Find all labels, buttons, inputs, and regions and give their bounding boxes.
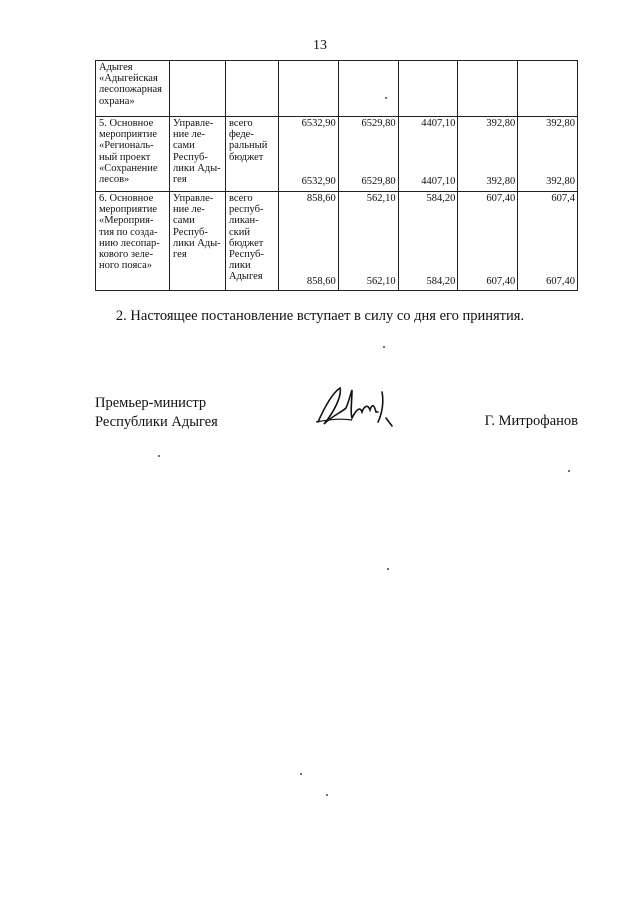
cell-line: лики bbox=[229, 260, 251, 272]
value-text: 562,10 bbox=[366, 276, 396, 288]
value-cell bbox=[518, 61, 578, 117]
signer-title-line: Премьер-министр bbox=[95, 395, 207, 411]
source-label bbox=[229, 129, 276, 163]
value-text: 392,80 bbox=[486, 176, 516, 188]
executor-cell bbox=[170, 61, 226, 117]
value-cell bbox=[518, 117, 578, 192]
value-cell bbox=[398, 117, 458, 192]
cell-line: Адыгея bbox=[99, 62, 133, 73]
value-text: 607,40 bbox=[486, 193, 516, 204]
cell-line: всего bbox=[229, 118, 253, 129]
value-text: 858,60 bbox=[306, 276, 336, 288]
cell-line: бюджет bbox=[229, 237, 264, 249]
cell-line: мероприятие bbox=[99, 204, 157, 216]
budget-table bbox=[95, 60, 578, 291]
value-cell bbox=[458, 192, 518, 291]
cell-line: Адыгея bbox=[229, 271, 263, 283]
cell-line: гея bbox=[173, 249, 187, 261]
name-cell bbox=[96, 61, 170, 117]
executor-cell bbox=[170, 192, 226, 291]
scan-speck bbox=[383, 346, 385, 348]
cell-line: сами bbox=[173, 215, 195, 227]
cell-line: ние ле- bbox=[173, 204, 205, 216]
table-row bbox=[96, 117, 578, 192]
signer-title-line: Республики Адыгея bbox=[95, 414, 218, 430]
cell-line: Респуб- bbox=[229, 249, 264, 261]
value-text: 607,40 bbox=[486, 276, 516, 288]
cell-line: «Мероприя- bbox=[99, 215, 154, 227]
cell-line: ный проект bbox=[99, 151, 151, 163]
value-text: 6529,80 bbox=[361, 118, 396, 129]
value-text: 392,80 bbox=[486, 118, 516, 129]
value-cell bbox=[398, 61, 458, 117]
cell-line: ский bbox=[229, 226, 250, 238]
value-cell bbox=[518, 192, 578, 291]
cell-line: кового зеле- bbox=[99, 249, 154, 261]
scan-speck bbox=[385, 97, 387, 99]
value-cell bbox=[338, 117, 398, 192]
value-text: 392,80 bbox=[546, 118, 575, 129]
scan-speck bbox=[326, 794, 328, 796]
cell-line: Управле- bbox=[173, 193, 214, 204]
value-cell bbox=[279, 117, 339, 192]
cell-line: феде- bbox=[229, 129, 254, 141]
cell-line: «Региональ- bbox=[99, 140, 154, 152]
value-text: 562,10 bbox=[366, 193, 396, 204]
value-cell bbox=[398, 192, 458, 291]
cell-line: «Сохранение bbox=[99, 162, 158, 174]
source-cell bbox=[226, 61, 279, 117]
signature-image bbox=[312, 382, 402, 432]
value-text: 6532,90 bbox=[301, 176, 336, 188]
value-text: 4407,10 bbox=[421, 118, 456, 129]
value-text: 858,60 bbox=[306, 193, 336, 204]
scan-speck bbox=[300, 773, 302, 775]
source-cell bbox=[226, 192, 279, 291]
cell-line: ние ле- bbox=[173, 129, 205, 141]
effective-clause: 2. Настоящее постановление вступает в силу со дня его принятия. bbox=[115, 308, 525, 324]
cell-line: ного пояса» bbox=[99, 260, 152, 272]
value-cell bbox=[338, 61, 398, 117]
value-cell bbox=[458, 117, 518, 192]
page-number: 13 bbox=[313, 38, 327, 53]
cell-line: 5. Основное bbox=[99, 118, 154, 129]
value-text: 584,20 bbox=[426, 193, 456, 204]
cell-line: всего bbox=[229, 193, 253, 204]
cell-line: мероприятие bbox=[99, 129, 157, 141]
name-cell bbox=[96, 117, 170, 192]
cell-line: ральный bbox=[229, 140, 268, 152]
cell-line: лесопожарная bbox=[99, 84, 162, 96]
value-cell bbox=[338, 192, 398, 291]
value-text: 6529,80 bbox=[361, 176, 396, 188]
cell-line: гея bbox=[173, 174, 187, 186]
source-label bbox=[229, 204, 276, 282]
source-cell bbox=[226, 117, 279, 192]
table-row bbox=[96, 192, 578, 291]
value-text: 584,20 bbox=[426, 276, 456, 288]
signer-title bbox=[95, 394, 218, 432]
scan-speck bbox=[158, 455, 160, 457]
cell-line: 6. Основное bbox=[99, 193, 154, 204]
value-text: 607,40 bbox=[546, 276, 575, 288]
cell-line: ликан- bbox=[229, 215, 259, 227]
value-text: 392,80 bbox=[546, 176, 575, 188]
cell-line: Управле- bbox=[173, 118, 214, 129]
name-cell bbox=[96, 192, 170, 291]
source-label bbox=[229, 193, 276, 204]
value-text: 6532,90 bbox=[301, 118, 336, 129]
value-cell bbox=[279, 61, 339, 117]
executor-cell bbox=[170, 117, 226, 192]
cell-line: бюджет bbox=[229, 151, 264, 163]
value-text: 607,4 bbox=[551, 193, 575, 204]
cell-line: Респуб- bbox=[173, 151, 208, 163]
value-text: 4407,10 bbox=[421, 176, 456, 188]
scan-speck bbox=[568, 470, 570, 472]
table-row bbox=[96, 61, 578, 117]
source-label bbox=[229, 118, 276, 129]
cell-line: тия по созда- bbox=[99, 226, 158, 238]
cell-line: респуб- bbox=[229, 204, 264, 216]
value-cell bbox=[458, 61, 518, 117]
signer-name: Г. Митрофанов bbox=[484, 413, 578, 429]
scan-speck bbox=[387, 568, 389, 570]
value-cell bbox=[279, 192, 339, 291]
cell-line: нию лесопар- bbox=[99, 237, 160, 249]
cell-line: охрана» bbox=[99, 95, 135, 107]
cell-line: «Адыгейская bbox=[99, 73, 158, 85]
cell-line: лики Ады- bbox=[173, 237, 221, 249]
cell-line: Респуб- bbox=[173, 226, 208, 238]
cell-line: лесов» bbox=[99, 174, 130, 186]
cell-line: лики Ады- bbox=[173, 162, 221, 174]
cell-line: сами bbox=[173, 140, 195, 152]
